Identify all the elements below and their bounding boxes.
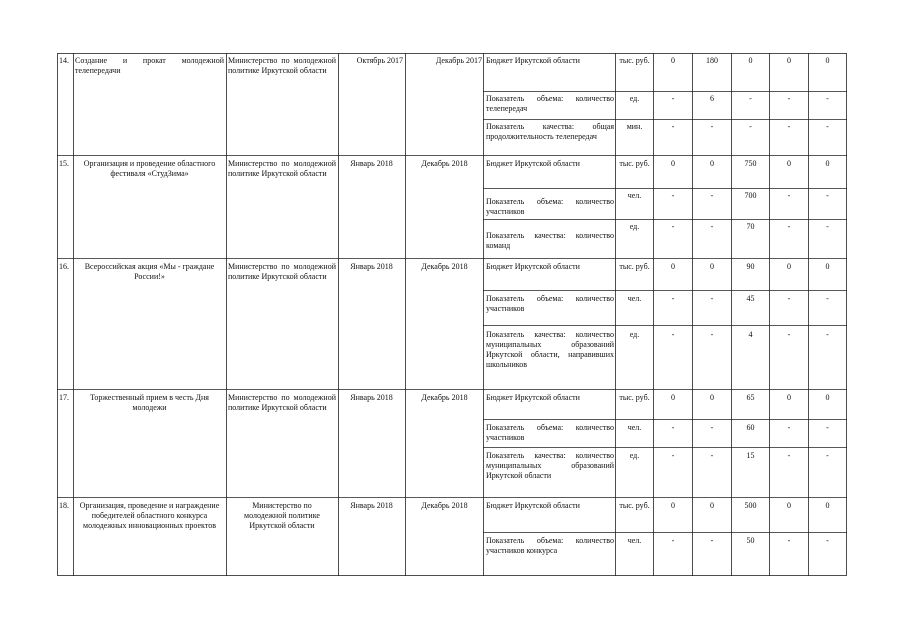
unit: чел. [627,294,642,303]
value: - [787,330,791,339]
value: - [671,222,675,231]
unit: чел. [627,423,642,432]
value: - [710,330,714,339]
value: 45 [746,294,755,303]
indicator-label: Показатель объема: количество участников [486,197,614,216]
value: 180 [706,56,718,65]
indicator-label: Показатель качества: количество команд [486,231,614,250]
value: - [671,94,675,103]
value: 750 [744,159,757,168]
unit: тыс. руб. [619,393,650,402]
executor: Министерство по молодежной политике Иркутской области [228,159,336,178]
value: 0 [825,262,830,271]
end-date: Декабрь 2017 [435,56,482,65]
executor: Министерство по молодежной политике Иркутской области [228,262,336,281]
value: - [787,122,791,131]
value: - [749,122,752,131]
value: - [710,122,714,131]
value: - [787,423,791,432]
event-name: Всероссийская акция «Мы - граждане России!» [84,262,215,281]
value: 0 [671,501,675,510]
start-date: Январь 2018 [350,262,393,271]
start-date: Январь 2018 [350,159,393,168]
indicator-label: Показатель качества: количество муниципальных образований Иркутской области, направивших школьников [486,330,614,369]
unit: ед. [629,451,640,460]
value: - [671,330,675,339]
indicator-label: Показатель качества: общая продолжительность телепередач [486,122,614,141]
value: 15 [746,451,755,460]
value: - [710,222,714,231]
value: - [826,330,829,339]
start-date: Январь 2018 [350,501,393,510]
indicator-label: Показатель объема: количество участников [486,423,614,442]
value: - [826,222,829,231]
indicator-label: Показатель качества: количество муниципальных образований Иркутской области [486,451,614,480]
indicator-label: Показатель объема: количество телепередач [486,94,614,113]
row-number: 15. [59,159,69,168]
unit: тыс. руб. [619,159,650,168]
value: 0 [671,262,675,271]
value: - [749,94,752,103]
start-date: Октябрь 2017 [356,56,403,65]
value: - [787,191,791,200]
value: 60 [746,423,755,432]
event-name: Создание и прокат молодежной телепередачи [75,56,224,75]
value: 0 [671,56,675,65]
start-date: Январь 2018 [350,393,393,402]
value: - [826,536,829,545]
value: 6 [710,94,714,103]
event-name: Организация, проведение и награждение победителей областного конкурса молодежных инновационных проектов [79,501,220,530]
row-number: 16. [59,262,69,271]
value: 0 [787,262,791,271]
value: - [671,191,675,200]
end-date: Декабрь 2018 [421,159,468,168]
value: - [787,222,791,231]
unit: мин. [626,122,643,131]
value: 0 [825,501,830,510]
value: - [671,423,675,432]
indicator-label: Бюджет Иркутской области [486,501,580,510]
indicator-label: Бюджет Иркутской области [486,159,580,168]
value: 0 [787,501,791,510]
unit: тыс. руб. [619,56,650,65]
value: 700 [744,191,757,200]
value: 0 [671,159,675,168]
value: - [826,191,829,200]
value: 90 [746,262,755,271]
value: 0 [825,159,830,168]
value: - [787,451,791,460]
unit: ед. [629,94,640,103]
row-number: 17. [59,393,69,402]
value: - [710,423,714,432]
unit: ед. [629,222,640,231]
end-date: Декабрь 2018 [421,393,468,402]
indicator-label: Бюджет Иркутской области [486,393,580,402]
value: - [826,294,829,303]
value: - [710,294,714,303]
value: - [826,423,829,432]
value: - [787,536,791,545]
value: 70 [746,222,755,231]
unit: чел. [627,191,642,200]
executor: Министерство по молодежной политике Иркутской области [228,393,336,412]
value: 65 [746,393,755,402]
value: 0 [787,56,791,65]
value: 0 [710,159,714,168]
value: - [671,536,675,545]
value: 0 [787,393,791,402]
value: - [787,94,791,103]
end-date: Декабрь 2018 [421,501,468,510]
value: - [710,536,714,545]
value: - [671,122,675,131]
value: 0 [710,501,714,510]
event-name: Торжественный прием в честь Дня молодежи [90,393,209,412]
value: - [710,191,714,200]
value: - [826,94,829,103]
value: - [826,451,829,460]
event-name: Организация и проведение областного фестиваля «СтудЗима» [83,159,216,178]
value: 0 [671,393,675,402]
unit: ед. [629,330,640,339]
value: 0 [825,56,830,65]
indicator-label: Бюджет Иркутской области [486,56,580,65]
executor: Министерство по молодежной политике Иркутской области [228,56,336,75]
unit: тыс. руб. [619,501,650,510]
end-date: Декабрь 2018 [421,262,468,271]
indicator-label: Показатель объема: количество участников [486,294,614,313]
value: - [671,451,675,460]
row-number: 14. [59,56,69,65]
value: 0 [748,56,753,65]
value: 0 [710,393,714,402]
value: 500 [744,501,757,510]
value: - [710,451,714,460]
indicator-label: Бюджет Иркутской области [486,262,580,271]
value: 4 [748,330,753,339]
unit: тыс. руб. [619,262,650,271]
indicator-label: Показатель объема: количество участников конкурса [486,536,614,555]
value: - [671,294,675,303]
value: - [787,294,791,303]
value: 0 [825,393,830,402]
value: - [826,122,829,131]
value: 0 [710,262,714,271]
value: 0 [787,159,791,168]
unit: чел. [627,536,642,545]
value: 50 [746,536,755,545]
row-number: 18. [59,501,69,510]
executor: Министерство по молодежной политике Иркутской области [244,501,320,530]
